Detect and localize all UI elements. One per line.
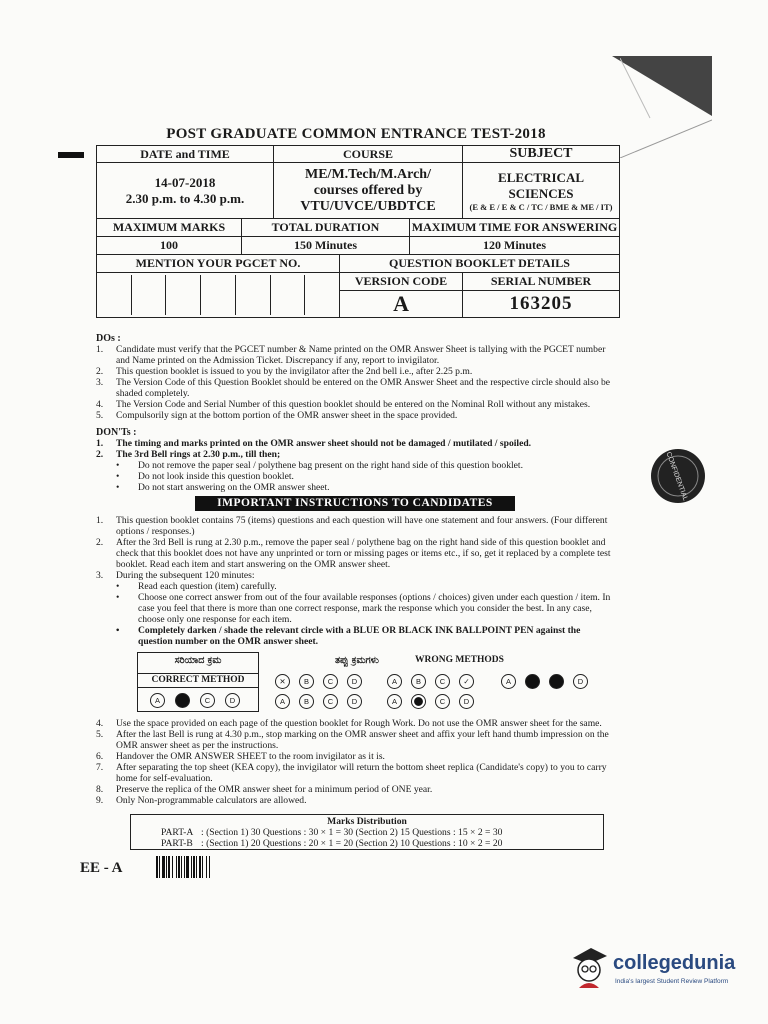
page-title: POST GRADUATE COMMON ENTRANCE TEST-2018 [166,126,546,142]
barcode-bar [191,856,192,878]
pgcet-no-label: MENTION YOUR PGCET NO. [97,255,340,273]
marks-distribution-box [130,814,604,850]
barcode-bar [196,856,197,878]
serial-number-label: SERIAL NUMBER [463,273,620,291]
barcode-bar [193,856,195,878]
instructions-heading: IMPORTANT INSTRUCTIONS TO CANDIDATES [195,496,515,511]
wrong-methods-box [265,652,607,710]
bullet-item: • Do not start answering on the OMR answer sheet. [116,482,330,493]
wrong-methods-kannada: ತಪ್ಪು ಕ್ರಮಗಳು [335,655,379,666]
pgcet-digit-box [166,275,201,315]
bullet-item: • Do not remove the paper seal / polythene bag present on the right hand side of this question booklet. [116,460,523,471]
bullet-item: • Read each question (item) carefully. [116,581,277,592]
max-time-value: 120 Minutes [410,237,620,255]
marks-distribution-title: Marks Distribution [327,816,407,827]
barcode-bar [199,856,201,878]
wrong-methods-label: WRONG METHODS [415,655,504,665]
list-item: 2. The 3rd Bell rings at 2.30 p.m., till then; [96,449,281,460]
bullet-item: • Do not look inside this question booklet. [116,471,294,482]
pgcet-digit-box [236,275,271,315]
total-duration-label: TOTAL DURATION [242,219,410,237]
barcode-bar [202,856,203,878]
list-item: 1. This question booklet contains 75 (items) questions and each question will have one statement and four answers. (Four different options / responses.) [96,515,608,537]
list-item: 1. The timing and marks printed on the OMR answer sheet should not be damaged / mutilated / spoiled. [96,438,532,449]
option-circle-filled [549,674,564,689]
option-circle: B [299,694,314,709]
option-circle: A [150,693,165,708]
barcode-bar [172,856,173,878]
version-code-label: VERSION CODE [340,273,463,291]
barcode-bar [178,856,180,878]
list-item: 2. This question booklet is issued to you by the invigilator after the 2nd bell i.e., after 2.25 p.m. [96,366,473,377]
list-item: 5. Compulsorily sign at the bottom portion of the OMR answer sheet in the space provided. [96,410,458,421]
marks-row: PART-B : (Section 1) 20 Questions : 20 × 1 = 20 (Section 2) 10 Questions : 10 × 2 = 20 [161,838,503,849]
subject-label: SUBJECT [463,146,620,163]
barcode-bar [176,856,177,878]
barcode-bar [156,856,158,878]
option-circle: A [501,674,516,689]
correct-method-kannada: ಸರಿಯಾದ ಕ್ರಮ [174,655,222,666]
option-circle-half: A [275,694,290,709]
barcode-bar [159,856,160,878]
marks-row: PART-A : (Section 1) 30 Questions : 30 × 1 = 30 (Section 2) 15 Questions : 15 × 2 = 30 [161,827,503,838]
course-line-3: VTU/UVCE/UBDTCE [300,198,436,214]
max-time-label: MAXIMUM TIME FOR ANSWERING [410,219,620,237]
confidential-seal [648,446,708,506]
option-circle: D [347,674,362,689]
option-circle: C [323,694,338,709]
subject-cell [463,163,620,219]
option-circle: C [323,674,338,689]
list-item: 5. After the last Bell is rung at 4.30 p.m., stop marking on the OMR answer sheet and affix your left hand thumb impression on the OMR answer sheet as per the instructions. [96,729,609,751]
exam-date: 14-07-2018 [154,174,216,190]
serial-number-value: 163205 [463,291,620,318]
list-item: 3. During the subsequent 120 minutes: [96,570,255,581]
dos-section [96,333,616,421]
date-time-cell [97,163,274,219]
seal-text: CONFIDENTIAL [664,451,689,502]
list-item: 4. The Version Code and Serial Number of this question booklet should be entered on the Nominal Roll without any mistakes. [96,399,591,410]
margin-mark [58,152,84,158]
barcode-bar [166,856,167,878]
donts-heading: DON'Ts : [96,427,137,438]
option-circle-filled [525,674,540,689]
donts-section [96,427,616,493]
barcode-bar [209,856,210,878]
barcode [156,856,244,878]
instructions-section [96,515,616,647]
bullet-item: • Completely darken / shade the relevant circle with a BLUE OR BLACK INK BALLPOINT PEN against the question number on the OMR answer sheet. [116,625,581,647]
bullet-item: • Choose one correct answer from out of the four available responses (options / choices) given under each question / item. In case you feel that there is more than one correct response, mark the response which you consider the best. In any case, choose only one response for each item. [116,592,611,625]
pgcet-digit-box [305,275,339,315]
subject-branches: (E & E / E & C / TC / BME & ME / IT) [469,201,613,212]
course-line-1: ME/M.Tech/M.Arch/ [305,166,431,182]
course-label: COURSE [274,146,463,163]
version-code-value: A [340,291,463,318]
more-instructions [96,718,616,806]
logo-tagline: India's largest Student Review Platform [615,978,729,985]
option-circle: A [387,694,402,709]
option-circle: D [347,694,362,709]
list-item: 1. Candidate must verify that the PGCET number & Name printed on the OMR Answer Sheet is tallying with the PGCET number and Name printed on the Admission Ticket. Discrepancy if any, report to invigilator. [96,344,606,366]
exam-details-table [96,145,620,318]
list-item: 2. After the 3rd Bell is rung at 2.30 p.m., remove the paper seal / polythene bag on the right hand side of this question booklet and check that this booklet does not have any unprinted or torn or missing pages or items etc., if so, get it replaced by a complete test booklet. Read each item and start answering on the OMR answer sheet. [96,537,611,570]
max-marks-label: MAXIMUM MARKS [97,219,242,237]
option-circle: C [200,693,215,708]
option-circle: B [299,674,314,689]
option-circle: B [411,674,426,689]
list-item: 6. Handover the OMR ANSWER SHEET to the room invigilator as it is. [96,751,385,762]
total-duration-value: 150 Minutes [242,237,410,255]
list-item: 8. Preserve the replica of the OMR answer sheet for a minimum period of ONE year. [96,784,433,795]
collegedunia-logo [567,944,757,996]
option-circle: D [573,674,588,689]
pgcet-digit-box [201,275,236,315]
option-circle-filled [175,693,190,708]
option-circle: D [459,694,474,709]
barcode-bar [184,856,185,878]
list-item: 3. The Version Code of this Question Booklet should be entered on the OMR Answer Sheet and the respective circle should also be shaded completely. [96,377,611,399]
pgcet-digit-box [132,275,167,315]
barcode-bar [162,856,165,878]
omr-example-diagram [137,652,607,710]
option-circle: D [225,693,240,708]
course-line-2: courses offered by [313,182,423,198]
option-circle-dot [411,694,426,709]
barcode-bar [168,856,170,878]
mascot-icon [567,944,611,992]
subject-line-1: ELECTRICAL [498,169,584,185]
list-item: 7. After separating the top sheet (KEA copy), the invigilator will return the bottom sheet replica (Candidate's copy) to you to carry home for self-evaluation. [96,762,607,784]
pgcet-digit-box [271,275,306,315]
barcode-bar [186,856,189,878]
option-circle-ticked: ✓ [459,674,474,689]
max-marks-value: 100 [97,237,242,255]
pgcet-digit-box [97,275,132,315]
barcode-bar [181,856,182,878]
logo-text: collegedunia [613,952,736,974]
barcode-bar [206,856,207,878]
booklet-details-label: QUESTION BOOKLET DETAILS [340,255,620,273]
option-circle: C [435,694,450,709]
option-circle-crossed: ✕ [275,674,290,689]
pgcet-no-boxes [97,273,340,318]
correct-method-label: CORRECT METHOD [138,673,258,688]
option-circle: A [387,674,402,689]
option-circle: C [435,674,450,689]
booklet-code: EE - A [80,860,123,876]
exam-time: 2.30 p.m. to 4.30 p.m. [125,190,245,206]
course-cell [274,163,463,219]
date-time-label: DATE and TIME [97,146,274,163]
correct-method-box [137,652,259,712]
subject-line-2: SCIENCES [508,185,574,201]
page-corner-fold [620,58,712,158]
list-item: 4. Use the space provided on each page of the question booklet for Rough Work. Do not use the OMR answer sheet for the same. [96,718,602,729]
dos-heading: DOs : [96,333,121,344]
list-item: 9. Only Non-programmable calculators are allowed. [96,795,307,806]
